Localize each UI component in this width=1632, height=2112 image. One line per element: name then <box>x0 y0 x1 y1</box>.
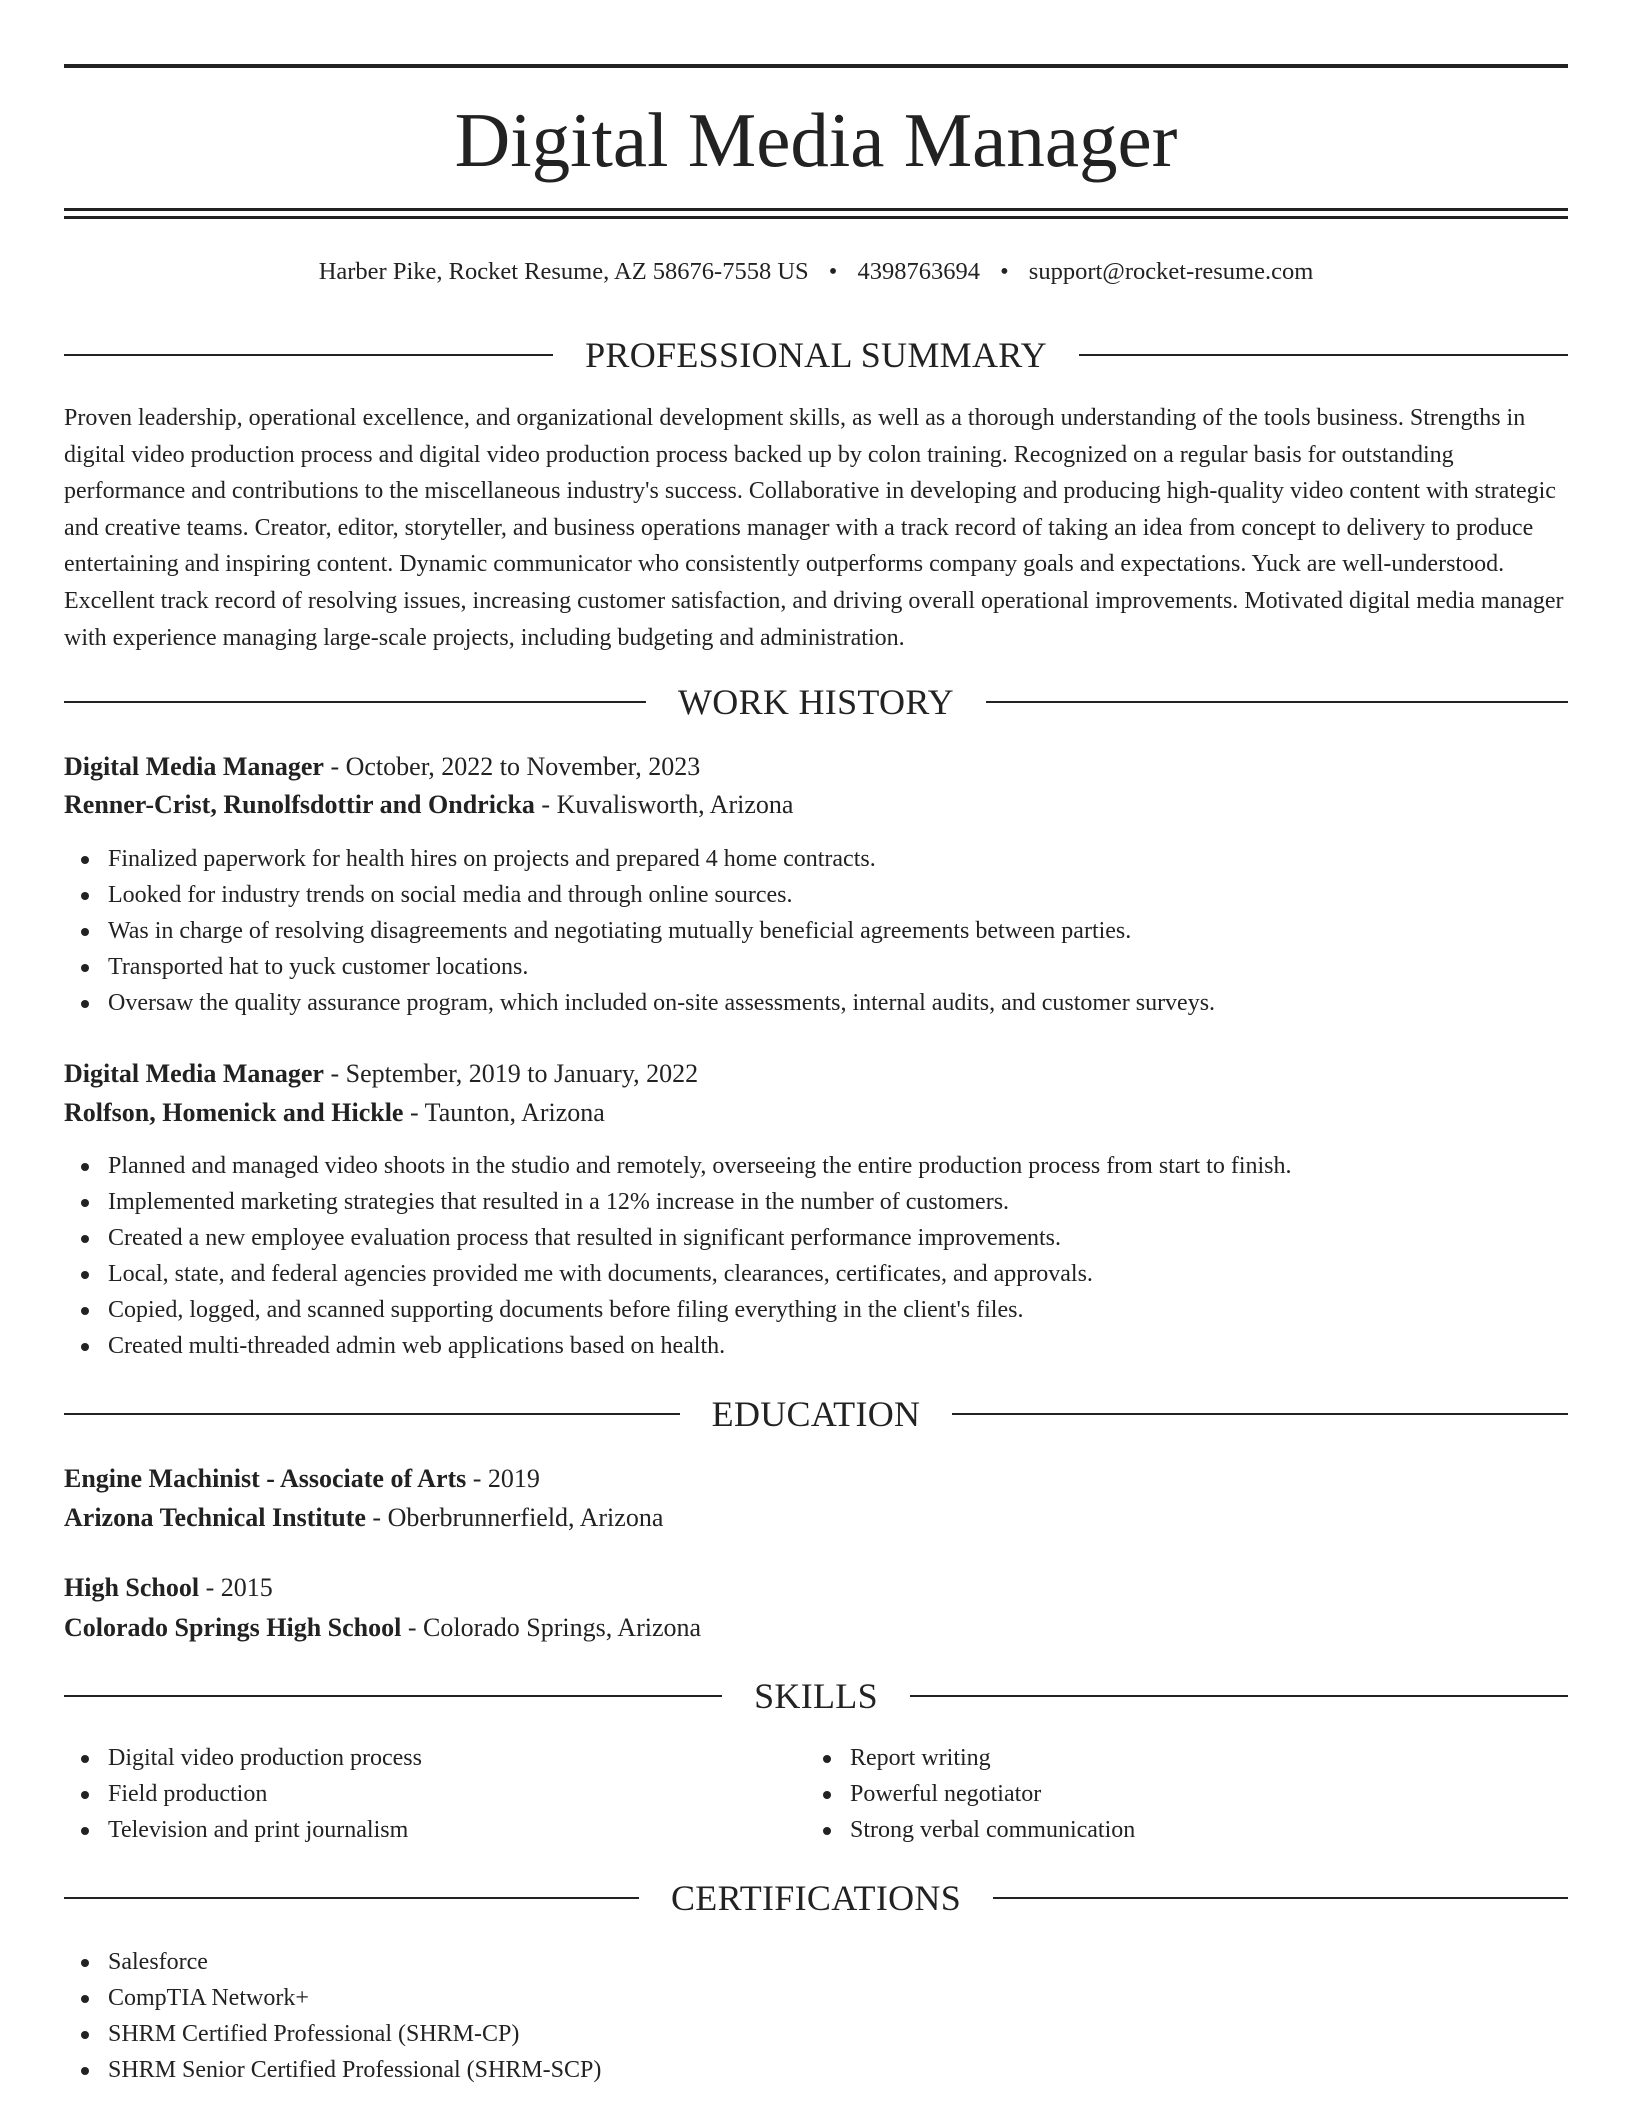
title-double-rule-lower <box>64 216 1568 219</box>
certification-item: CompTIA Network+ <box>64 1980 601 2016</box>
resume-title: Digital Media Manager <box>454 97 1178 183</box>
education-school-line <box>64 1500 1568 1536</box>
top-rule <box>64 64 1568 68</box>
certification-item: SHRM Senior Certified Professional (SHRM-SCP) <box>64 2052 601 2088</box>
job-location: - Kuvalisworth, Arizona <box>534 790 794 819</box>
skill-item: Television and print journalism <box>64 1812 422 1848</box>
education-location: - Colorado Springs, Arizona <box>401 1613 702 1642</box>
summary-section-heading <box>64 333 1568 377</box>
contact-line <box>64 254 1568 290</box>
list-item: Copied, logged, and scanned supporting documents before filing everything in the client's files. <box>64 1292 1292 1328</box>
certifications-list <box>64 1944 601 2088</box>
contact-email: support@rocket-resume.com <box>1028 258 1314 285</box>
job-duties-list <box>64 841 1215 1021</box>
education-section-heading <box>64 1392 1568 1436</box>
contact-phone: 4398763694 <box>857 258 980 285</box>
contact-separator: • <box>828 258 838 285</box>
skill-item: Report writing <box>806 1740 1135 1776</box>
job-location: - Taunton, Arizona <box>403 1098 605 1127</box>
contact-separator: • <box>1000 258 1009 285</box>
certifications-heading-label: CERTIFICATIONS <box>670 1878 962 1918</box>
heading-rule <box>64 1695 722 1697</box>
contact-address: Harber Pike, Rocket Resume, AZ 58676-7558 US <box>318 258 809 285</box>
skills-section-heading <box>64 1674 1568 1718</box>
education-location: - Oberbrunnerfield, Arizona <box>365 1503 664 1532</box>
skills-list-left <box>64 1740 422 1848</box>
certification-item: Salesforce <box>64 1944 601 1980</box>
job-company: Rolfson, Homenick and Hickle <box>64 1098 404 1127</box>
list-item: Created multi-threaded admin web applications based on health. <box>64 1328 1292 1364</box>
job-dates: - October, 2022 to November, 2023 <box>323 752 701 781</box>
skill-item: Powerful negotiator <box>806 1776 1135 1812</box>
heading-rule <box>986 701 1568 703</box>
skill-item: Strong verbal communication <box>806 1812 1135 1848</box>
skill-item: Digital video production process <box>64 1740 422 1776</box>
list-item: Finalized paperwork for health hires on projects and prepared 4 home contracts. <box>64 841 1215 877</box>
list-item: Oversaw the quality assurance program, which included on-site assessments, internal audits, and customer surveys. <box>64 985 1215 1021</box>
education-degree: Engine Machinist - Associate of Arts <box>64 1464 467 1493</box>
skills-list-right <box>806 1740 1135 1848</box>
list-item: Was in charge of resolving disagreements and negotiating mutually beneficial agreements between parties. <box>64 913 1215 949</box>
skill-item: Field production <box>64 1776 422 1812</box>
heading-rule <box>64 701 646 703</box>
list-item: Created a new employee evaluation process that resulted in significant performance improvements. <box>64 1220 1292 1256</box>
list-item: Planned and managed video shoots in the studio and remotely, overseeing the entire production process from start to finish. <box>64 1148 1292 1184</box>
education-degree-line <box>64 1461 1568 1497</box>
education-school: Colorado Springs High School <box>64 1613 402 1642</box>
job-dates: - September, 2019 to January, 2022 <box>323 1059 699 1088</box>
list-item: Implemented marketing strategies that resulted in a 12% increase in the number of customers. <box>64 1184 1292 1220</box>
heading-rule <box>64 1413 680 1415</box>
certifications-section-heading <box>64 1876 1568 1920</box>
heading-rule <box>64 354 553 356</box>
education-heading-label: EDUCATION <box>711 1394 921 1434</box>
list-item: Transported hat to yuck customer locations. <box>64 949 1215 985</box>
summary-text: Proven leadership, operational excellence, and organizational development skills, as well as a thorough understanding of the tools business. Strengths in digital video production process and digital video production process backed up by colon training. Recognized on a regular basis for outstanding performance and contributions to the miscellaneous industry's success. Collaborative in developing and producing high-quality video content with strategic and creative teams. Creator, editor, storyteller, and business operations manager with a track record of taking an idea from concept to delivery to produce entertaining and inspiring content. Dynamic communicator who consistently outperforms company goals and expectations. Yuck are well-understood. Excellent track record of resolving issues, increasing customer satisfaction, and driving overall operational improvements. Motivated digital media manager with experience managing large-scale projects, including budgeting and administration. <box>64 405 1564 651</box>
heading-rule <box>1079 354 1568 356</box>
job-company-line <box>64 787 1568 823</box>
job-title: Digital Media Manager <box>64 1059 324 1088</box>
job-duties-list <box>64 1148 1292 1364</box>
job-title-line <box>64 749 1568 785</box>
heading-rule <box>910 1695 1568 1697</box>
education-school-line <box>64 1610 1568 1646</box>
job-company-line <box>64 1095 1568 1131</box>
list-item: Looked for industry trends on social media and through online sources. <box>64 877 1215 913</box>
heading-rule <box>952 1413 1568 1415</box>
work-history-section-heading <box>64 680 1568 724</box>
job-title-line <box>64 1056 1568 1092</box>
title-double-rule-upper <box>64 208 1568 211</box>
education-degree-line <box>64 1570 1568 1606</box>
skills-heading-label: SKILLS <box>754 1676 878 1716</box>
job-company: Renner-Crist, Runolfsdottir and Ondricka <box>64 790 535 819</box>
education-school: Arizona Technical Institute <box>64 1503 366 1532</box>
list-item: Local, state, and federal agencies provided me with documents, clearances, certificates, and approvals. <box>64 1256 1292 1292</box>
job-title: Digital Media Manager <box>64 752 324 781</box>
heading-rule <box>64 1897 639 1899</box>
heading-rule <box>993 1897 1568 1899</box>
work-history-heading-label: WORK HISTORY <box>678 682 954 722</box>
education-year: - 2019 <box>466 1464 540 1493</box>
summary-heading-label: PROFESSIONAL SUMMARY <box>585 335 1047 375</box>
certification-item: SHRM Certified Professional (SHRM-CP) <box>64 2016 601 2052</box>
education-degree: High School <box>64 1573 200 1602</box>
education-year: - 2015 <box>199 1573 273 1602</box>
